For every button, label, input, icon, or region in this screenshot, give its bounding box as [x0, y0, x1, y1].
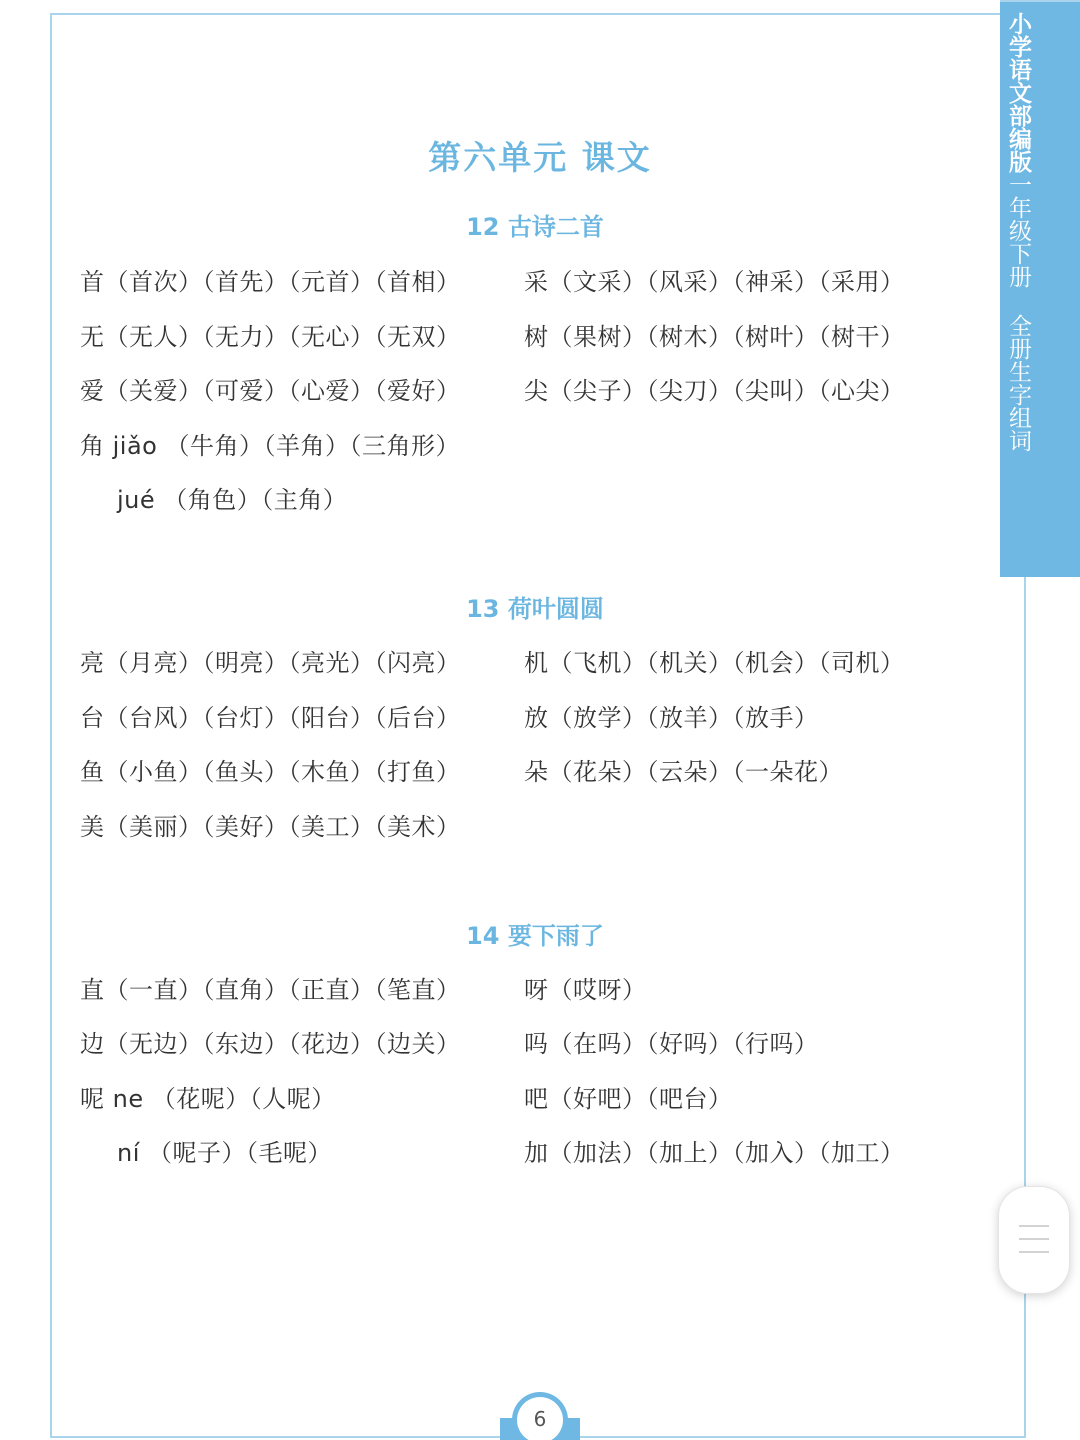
word-row: 首（首次）（首先）（元首）（首相）	[80, 268, 461, 296]
word-row: ní （呢子）（毛呢）	[117, 1139, 333, 1167]
word-row: 吧（好吧）（吧台）	[524, 1085, 733, 1113]
side-tab-subtext: 年级下册 全册生字组词	[1005, 196, 1031, 452]
word-row: 直（一直）（直角）（正直）（笔直）	[80, 976, 461, 1004]
lesson-title: 14 要下雨了	[466, 922, 604, 950]
word-row: 尖（尖子）（尖刀）（尖叫）（心尖）	[524, 377, 905, 405]
page-number-badge	[500, 1392, 580, 1440]
word-row: 呢 ne （花呢）（人呢）	[80, 1085, 336, 1113]
word-row: 树（果树）（树木）（树叶）（树干）	[524, 323, 905, 351]
hamburger-menu-icon	[1019, 1225, 1049, 1264]
lesson-title: 12 古诗二首	[466, 213, 604, 241]
side-tab-bold-text: 小学语文部编版	[1005, 12, 1031, 173]
menu-button[interactable]	[998, 1186, 1070, 1294]
word-row: 边（无边）（东边）（花边）（边关）	[80, 1030, 461, 1058]
word-row: 亮（月亮）（明亮）（亮光）（闪亮）	[80, 649, 461, 677]
side-tab-separator: 一	[1005, 173, 1031, 196]
word-row: 鱼（小鱼）（鱼头）（木鱼）（打鱼）	[80, 758, 461, 786]
word-row: 加（加法）（加上）（加入）（加工）	[524, 1139, 905, 1167]
word-row: 放（放学）（放羊）（放手）	[524, 704, 819, 732]
word-row: 机（飞机）（机关）（机会）（司机）	[524, 649, 905, 677]
word-row: 呀（哎呀）	[524, 976, 647, 1004]
word-row: 朵（花朵）（云朵）（一朵花）	[524, 758, 843, 786]
word-row: 无（无人）（无力）（无心）（无双）	[80, 323, 461, 351]
word-row: 角 jiǎo （牛角）（羊角）（三角形）	[80, 432, 460, 460]
word-row: 爱（关爱）（可爱）（心爱）（爱好）	[80, 377, 461, 405]
word-row: 台（台风）（台灯）（阳台）（后台）	[80, 704, 461, 732]
page-number: 6	[517, 1397, 563, 1440]
word-row: jué （角色）（主角）	[117, 486, 348, 514]
side-tab	[1000, 0, 1080, 577]
unit-title: 第六单元 课文	[428, 138, 652, 177]
word-row: 吗（在吗）（好吗）（行吗）	[524, 1030, 819, 1058]
word-row: 采（文采）（风采）（神采）（采用）	[524, 268, 905, 296]
word-row: 美（美丽）（美好）（美工）（美术）	[80, 813, 461, 841]
lesson-title: 13 荷叶圆圆	[466, 595, 604, 623]
